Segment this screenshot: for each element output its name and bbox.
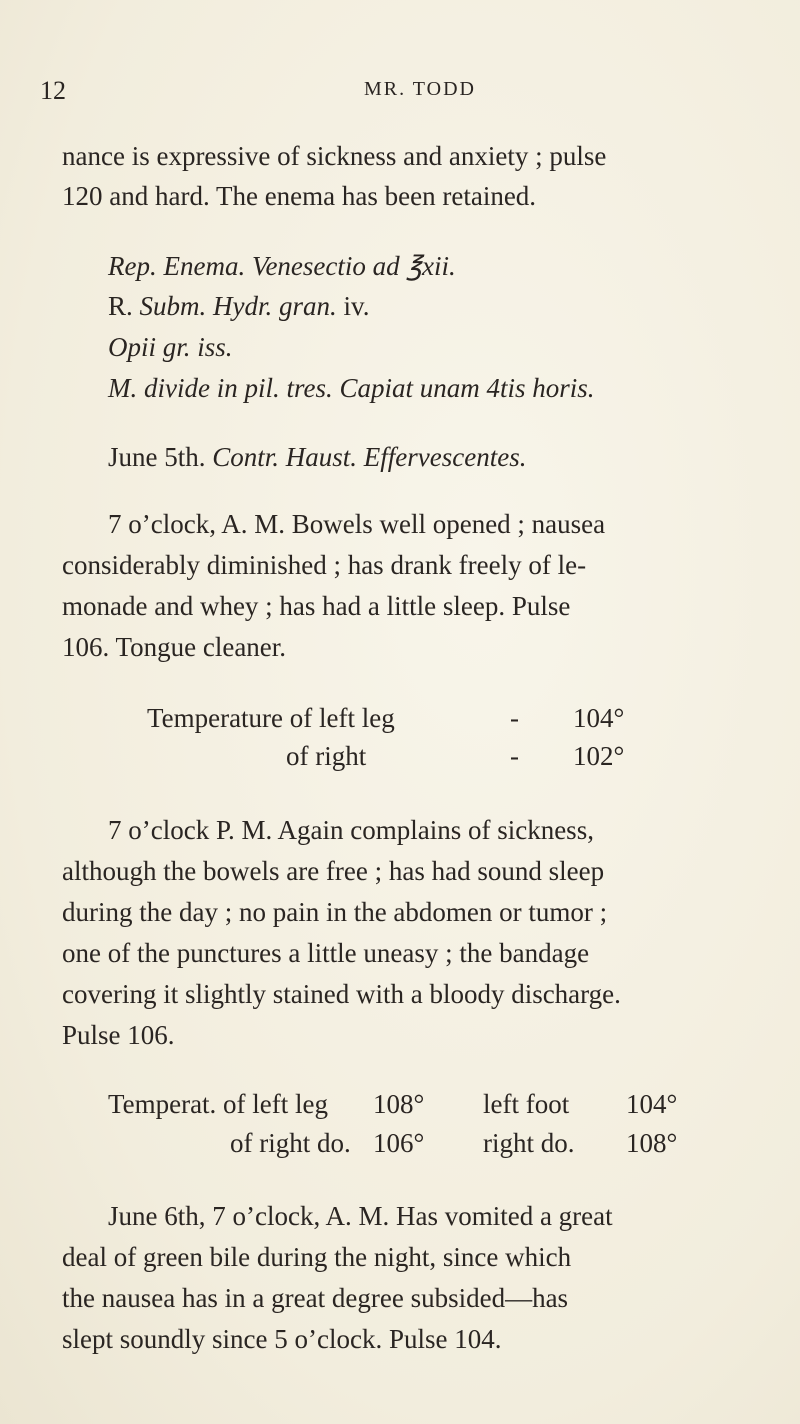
text-line: the nausea has in a great degree subsided—has: [62, 1283, 569, 1313]
prescription-line: [108, 290, 370, 322]
temperature-label: of right do.: [230, 1128, 351, 1158]
temperature-value: 104°: [626, 1089, 678, 1119]
text-line: covering it slightly stained with a bloody discharge.: [62, 979, 621, 1009]
temperature-value: 108°: [373, 1089, 425, 1119]
temperature-label: right do.: [483, 1128, 575, 1158]
dated-entry: [108, 441, 526, 473]
temperature-value: 104°: [573, 703, 625, 733]
text-line: slept soundly since 5 o’clock. Pulse 104.: [62, 1324, 502, 1354]
entry-date: June 5th.: [108, 442, 213, 472]
temperature-value: 106°: [373, 1128, 425, 1158]
prescription-line: M. divide in pil. tres. Capiat unam 4tis horis.: [108, 373, 595, 403]
temperature-value: 102°: [573, 741, 625, 771]
running-head: MR. TODD: [364, 78, 476, 100]
prescription-line: Rep. Enema. Venesectio ad ℥xii.: [108, 251, 456, 281]
page-number: 12: [40, 76, 66, 105]
text-line: monade and whey ; has had a little sleep. Pulse: [62, 591, 571, 621]
text-line: Pulse 106.: [62, 1020, 175, 1050]
prescription-drug: Subm. Hydr. gran.: [139, 291, 337, 321]
text-line: 7 o’clock, A. M. Bowels well opened ; nausea: [108, 509, 606, 539]
temperature-value: 108°: [626, 1128, 678, 1158]
table-dash: -: [510, 703, 519, 733]
entry-text: Contr. Haust. Effervescentes.: [212, 442, 527, 472]
text-line: although the bowels are free ; has had sound sleep: [62, 856, 605, 886]
temperature-label: left foot: [483, 1089, 570, 1119]
page-header: [40, 76, 760, 106]
text-line: one of the punctures a little uneasy ; the bandage: [62, 938, 590, 968]
recipe-mark: R.: [108, 291, 140, 321]
temperature-label: Temperature of left leg: [147, 703, 395, 733]
text-line: 7 o’clock P. M. Again complains of sickness,: [108, 815, 594, 845]
temperature-label: of right: [286, 741, 367, 771]
text-line: during the day ; no pain in the abdomen or tumor ;: [62, 897, 608, 927]
text-line: June 6th, 7 o’clock, A. M. Has vomited a great: [108, 1201, 613, 1231]
text-line: 106. Tongue cleaner.: [62, 632, 287, 662]
table-dash: -: [510, 741, 519, 771]
temperature-label: Temperat. of left leg: [108, 1089, 329, 1119]
prescription-line: Opii gr. iss.: [108, 332, 233, 362]
text-line: considerably diminished ; has drank freely of le-: [62, 550, 587, 580]
text-line: 120 and hard. The enema has been retained.: [62, 181, 537, 211]
text-line: nance is expressive of sickness and anxiety ; pulse: [62, 141, 607, 171]
text-line: deal of green bile during the night, since which: [62, 1242, 572, 1272]
prescription-dose: iv.: [336, 291, 370, 321]
